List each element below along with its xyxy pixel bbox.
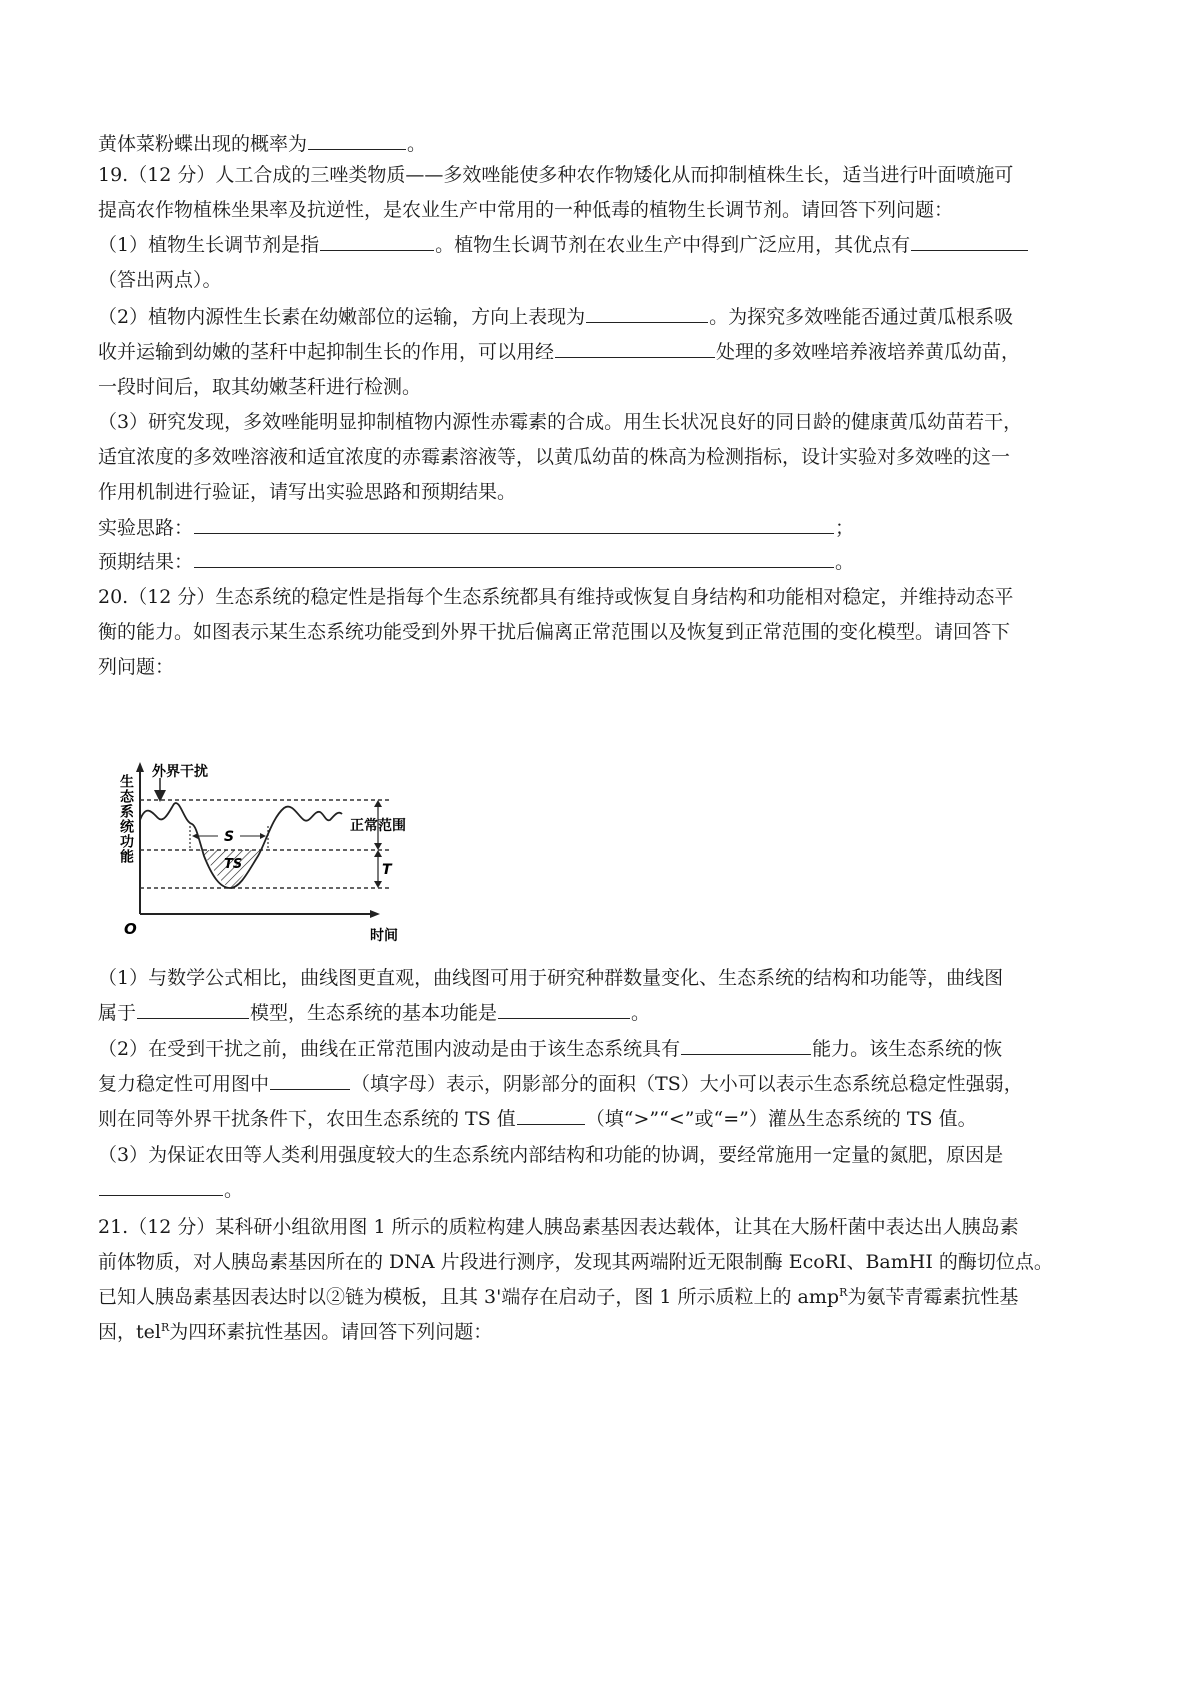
question-20-part-1-cont: 属于 模型，生态系统的基本功能是 。 [98, 1002, 651, 1024]
x-axis-arrow-icon [370, 910, 380, 918]
question-19-part-3-cont: 适宜浓度的多效唑溶液和适宜浓度的赤霉素溶液等，以黄瓜幼苗的株高为检测指标，设计实验对多效唑的这一 [98, 446, 1011, 468]
y-axis-arrow-icon [136, 762, 144, 772]
s-right-arrow-icon [260, 833, 266, 839]
text-line-1: 黄体菜粉蝶出现的概率为 。 [98, 133, 427, 155]
answer-blank[interactable] [586, 304, 708, 323]
expected-result-line: 预期结果： 。 [98, 551, 855, 573]
t-down-arrow-icon [374, 881, 382, 888]
s-label: S [224, 829, 235, 845]
question-20-part-2: （2）在受到干扰之前，曲线在正常范围内波动是由于该生态系统具有 能力。该生态系统的恢 [98, 1038, 1003, 1060]
question-20-part-2-cont-2: 则在同等外界干扰条件下，农田生态系统的 TS 值 （填“>”“<”或“=”）灌丛生态系统的 TS 值。 [98, 1108, 977, 1130]
question-20-stem-line-1: 20.（12 分）生态系统的稳定性是指每个生态系统都具有维持或恢复自身结构和功能相对稳定，并维持动态平 [98, 586, 1014, 608]
x-axis-label: 时间 [370, 928, 398, 944]
answer-blank[interactable] [498, 1000, 630, 1019]
question-19-part-2: （2）植物内源性生长素在幼嫩部位的运输，方向上表现为 。为探究多效唑能否通过黄瓜根系吸 [98, 306, 1014, 328]
question-20-stem-line-2: 衡的能力。如图表示某生态系统功能受到外界干扰后偏离正常范围以及恢复到正常范围的变化模型。请回答下 [98, 621, 1011, 643]
normal-range-label: 正常范围 [350, 818, 406, 834]
normal-range-up-arrow-icon [374, 800, 382, 807]
question-20-part-1: （1）与数学公式相比，曲线图更直观，曲线图可用于研究种群数量变化、生态系统的结构和功能等，曲线图 [98, 967, 1004, 989]
normal-range-down-arrow-icon [374, 843, 382, 850]
question-21-stem-line-4: 因，tel$^R$为四环素抗性基因。请回答下列问题： [98, 1321, 493, 1343]
answer-blank[interactable] [194, 515, 834, 534]
question-20-stem-line-3: 列问题： [98, 656, 175, 678]
y-axis-label: 生态系统功能 [118, 774, 134, 864]
answer-blank[interactable] [99, 1177, 223, 1196]
ts-label: TS [224, 857, 243, 872]
answer-blank[interactable] [681, 1036, 811, 1055]
disturbance-label: 外界干扰 [152, 764, 208, 780]
question-21-stem-line-1: 21.（12 分）某科研小组欲用图 1 所示的质粒构建人胰岛素基因表达载体，让其在大肠杆菌中表达出人胰岛素 [98, 1216, 1019, 1238]
answer-blank[interactable] [137, 1000, 249, 1019]
t-up-arrow-icon [374, 850, 382, 857]
question-19-part-3-cont-2: 作用机制进行验证，请写出实验思路和预期结果。 [98, 481, 517, 503]
answer-blank[interactable] [517, 1106, 585, 1125]
origin-label: O [124, 920, 137, 938]
question-19-part-2-cont-2: 一段时间后，取其幼嫩茎秆进行检测。 [98, 376, 422, 398]
answer-blank[interactable] [320, 232, 434, 251]
t-label: T [382, 862, 392, 878]
question-19-part-3: （3）研究发现，多效唑能明显抑制植物内源性赤霉素的合成。用生长状况良好的同日龄的健康黄瓜幼苗若干， [98, 411, 1023, 433]
question-19-stem-line-2: 提高农作物植株坐果率及抗逆性，是农业生产中常用的一种低毒的植物生长调节剂。请回答下列问题： [98, 199, 954, 221]
question-19-part-2-cont: 收并运输到幼嫩的茎秆中起抑制生长的作用，可以用经 处理的多效唑培养液培养黄瓜幼苗， [98, 341, 1021, 363]
question-20-part-3-cont: 。 [98, 1177, 243, 1203]
experiment-idea-line: 实验思路： ； [98, 517, 855, 539]
ecosystem-stability-figure [120, 752, 450, 948]
question-21-stem-line-3: 已知人胰岛素基因表达时以②链为模板，且其 3'端存在启动子，图 1 所示质粒上的 amp$^R$为氨苄青霉素抗性基 [98, 1286, 1019, 1308]
question-19-part-1-cont: （答出两点）。 [98, 269, 222, 291]
s-left-arrow-icon [192, 833, 198, 839]
question-19-stem-line-1: 19.（12 分）人工合成的三唑类物质——多效唑能使多种农作物矮化从而抑制植株生长，适当进行叶面喷施可 [98, 164, 1014, 186]
answer-blank[interactable] [555, 339, 715, 358]
answer-blank[interactable] [194, 549, 834, 568]
question-20-part-2-cont: 复力稳定性可用图中 （填字母）表示，阴影部分的面积（TS）大小可以表示生态系统总稳定性强弱， [98, 1073, 1023, 1095]
stability-curve-diagram [120, 752, 450, 948]
answer-blank[interactable] [270, 1071, 350, 1090]
answer-blank[interactable] [911, 232, 1028, 251]
question-20-part-3: （3）为保证农田等人类利用强度较大的生态系统内部结构和功能的协调，要经常施用一定量的氮肥，原因是 [98, 1144, 1004, 1166]
question-21-stem-line-2: 前体物质，对人胰岛素基因所在的 DNA 片段进行测序，发现其两端附近无限制酶 EcoRI、BamHI 的酶切位点。 [98, 1251, 1053, 1273]
answer-blank[interactable] [308, 131, 406, 150]
question-19-part-1: （1）植物生长调节剂是指 。植物生长调节剂在农业生产中得到广泛应用，其优点有 [98, 232, 1029, 258]
